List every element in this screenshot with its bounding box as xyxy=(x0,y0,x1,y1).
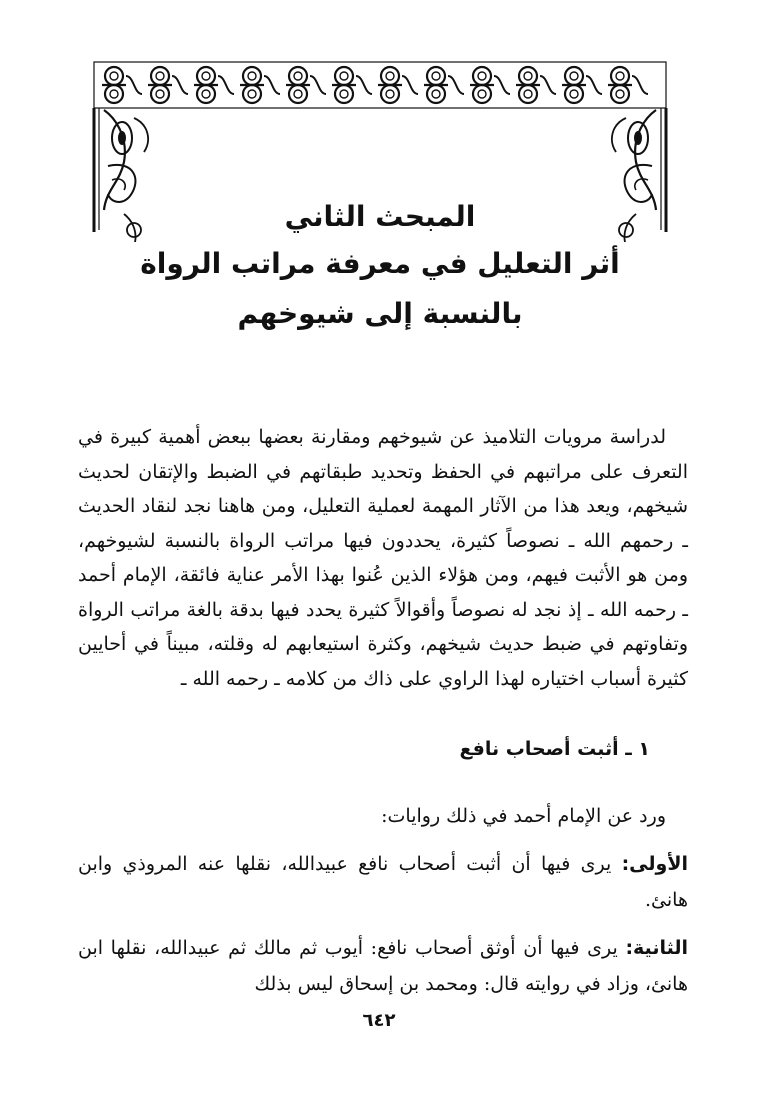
second-narration-text: يرى فيها أن أوثق أصحاب نافع: أيوب ثم مالك ثم عبيدالله، نقلها ابن هانئ، وزاد في روايته قال: ومحمد بن إسحاق ليس بذلك xyxy=(78,937,688,995)
chapter-heading xyxy=(120,195,640,339)
section-title: ١ ـ أثبت أصحاب نافع xyxy=(459,738,650,760)
first-narration xyxy=(78,846,688,918)
first-narration-text: يرى فيها أن أثبت أصحاب نافع عبيدالله، نقلها عنه المروذي وابن هانئ. xyxy=(78,853,688,911)
second-narration-label: الثانية: xyxy=(625,937,688,959)
section-intro: ورد عن الإمام أحمد في ذلك روايات: xyxy=(381,805,666,827)
second-narration xyxy=(78,930,688,1002)
heading-line-2: أثر التعليل في معرفة مراتب الرواة xyxy=(140,247,620,280)
first-narration-label: الأولى: xyxy=(621,853,688,875)
main-paragraph-block xyxy=(78,420,688,696)
heading-line-3: بالنسبة إلى شيوخهم xyxy=(237,297,523,330)
heading-line-1: المبحث الثاني xyxy=(284,200,476,233)
page-number: ٦٤٢ xyxy=(362,1010,396,1031)
main-paragraph: لدراسة مرويات التلاميذ عن شيوخهم ومقارنة بعضها ببعض أهمية كبيرة في التعرف على مراتبهم في الحفظ وتحديد طبقاتهم في الضبط والإتقان لحديث شيخهم، ويعد هذا من الآثار المهمة لعملية التعليل، ومن هاهنا نجد لنقاد الحديث ـ رحمهم الله ـ نصوصاً كثيرة، يحددون فيها مراتب الرواة بالنسبة لشيوخهم، ومن هو الأثبت فيهم، ومن هؤلاء الذين عُنوا بهذا الأمر عناية فائقة، الإمام أحمد ـ رحمه الله ـ إذ نجد له نصوصاً وأقوالاً كثيرة يحدد فيها بدقة بالغة مراتب الرواة وتفاوتهم في ضبط حديث شيخهم، وكثرة استيعابهم له وقلته، مبيناً في أحايين كثيرة أسباب اختياره لهذا الراوي على ذاك من كلامه ـ رحمه الله ـ xyxy=(78,426,688,690)
